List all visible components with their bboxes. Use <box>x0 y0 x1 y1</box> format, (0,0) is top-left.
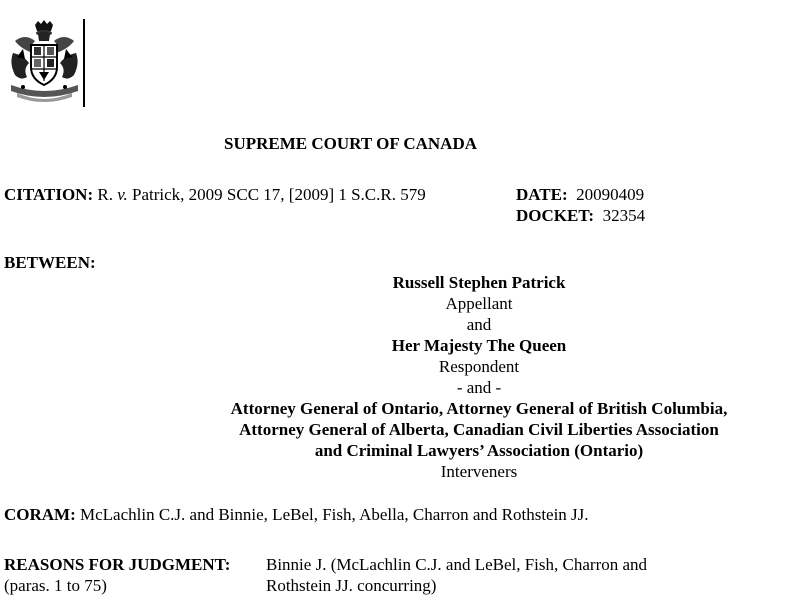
reasons-line-1: Binnie J. (McLachlin C.J. and LeBel, Fish, Charron and <box>266 555 648 574</box>
interveners-line-2: Attorney General of Alberta, Canadian Civil Liberties Association <box>239 420 719 439</box>
citation-label: CITATION: <box>4 185 94 204</box>
reasons-paras: (paras. 1 to 75) <box>4 576 107 595</box>
date-value: 20090409 <box>576 185 645 204</box>
citation-text-post: Patrick, 2009 SCC 17, [2009] 1 S.C.R. 579 <box>127 185 426 204</box>
citation-v: v. <box>117 185 128 204</box>
docket-value: 32354 <box>602 206 646 225</box>
between-label: BETWEEN: <box>4 253 96 272</box>
interveners-line-3: and Criminal Lawyers’ Association (Ontario) <box>314 441 644 460</box>
and-separator: and <box>466 315 492 334</box>
respondent-role: Respondent <box>438 357 520 376</box>
parties-block <box>200 272 758 482</box>
coram-label: CORAM: <box>4 505 76 524</box>
interveners-role: Interveners <box>440 462 518 481</box>
interveners-line-1: Attorney General of Ontario, Attorney General of British Columbia, <box>230 399 728 418</box>
and-separator-2: - and - <box>456 378 502 397</box>
appellant-name: Russell Stephen Patrick <box>392 273 566 292</box>
docket-label: DOCKET: <box>516 206 595 225</box>
date-line <box>516 184 644 205</box>
reasons-label: REASONS FOR JUDGMENT: <box>4 555 231 574</box>
citation-text-pre: R. <box>93 185 118 204</box>
citation <box>4 184 426 205</box>
date-label: DATE: <box>516 185 568 204</box>
coat-of-arms-icon <box>3 19 86 107</box>
appellant-role: Appellant <box>445 294 513 313</box>
reasons-line-2: Rothstein JJ. concurring) <box>266 576 437 595</box>
coram-line <box>4 504 589 525</box>
docket-line <box>516 205 645 226</box>
respondent-name: Her Majesty The Queen <box>391 336 567 355</box>
coram-text: McLachlin C.J. and Binnie, LeBel, Fish, Abella, Charron and Rothstein JJ. <box>75 505 589 524</box>
court-title: SUPREME COURT OF CANADA <box>224 134 477 153</box>
